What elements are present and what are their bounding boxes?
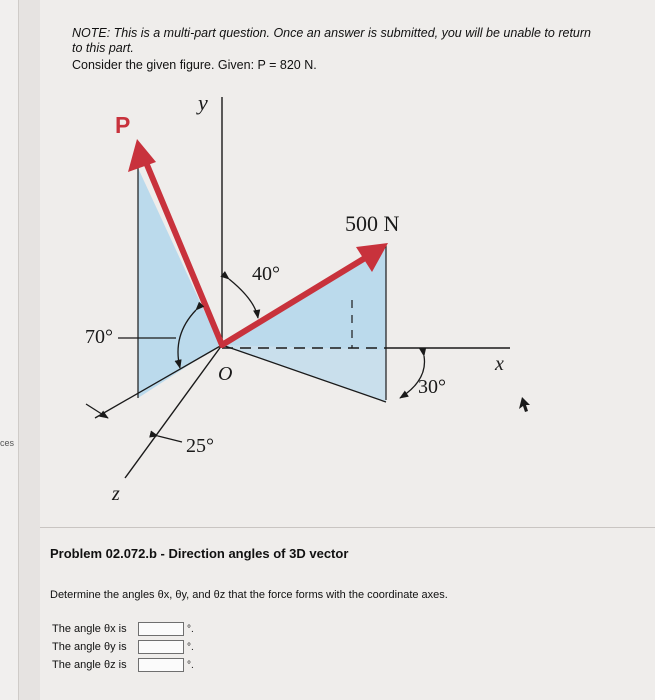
force-p-arrowhead xyxy=(128,139,156,172)
given-statement: Consider the given figure. Given: P = 820 N. xyxy=(72,58,317,72)
answer-label-theta-z: The angle θz is xyxy=(52,659,127,671)
answer-row-theta-z xyxy=(52,656,194,674)
theta-y-input[interactable] xyxy=(138,640,184,654)
label-x: x xyxy=(495,353,504,375)
label-y: y xyxy=(198,90,208,115)
answer-label-theta-y: The angle θy is xyxy=(52,641,127,653)
answer-label-theta-x: The angle θx is xyxy=(52,623,127,635)
note-line-1-full: NOTE: This is a multi-part question. Once an answer is submitted, you will be unable to return xyxy=(72,26,591,40)
section-divider xyxy=(40,527,655,528)
angle-25-arrow-top xyxy=(86,404,108,418)
answer-list xyxy=(52,620,194,674)
label-angle-30: 30° xyxy=(418,376,446,398)
label-origin: O xyxy=(218,363,233,385)
answer-unit-theta-y: °. xyxy=(187,641,194,653)
angle-25-arrow-left xyxy=(158,436,182,442)
sidebar-partial-text: ces xyxy=(0,438,15,448)
answer-row-theta-x xyxy=(52,620,194,638)
label-angle-25: 25° xyxy=(186,435,214,457)
theta-z-input[interactable] xyxy=(138,658,184,672)
label-500n: 500 N xyxy=(345,211,400,236)
label-p: P xyxy=(115,112,131,138)
theta-x-input[interactable] xyxy=(138,622,184,636)
problem-prompt: Determine the angles θx, θy, and θz that the force forms with the coordinate axes. xyxy=(50,589,448,601)
label-angle-70: 70° xyxy=(85,326,113,348)
answer-row-theta-y xyxy=(52,638,194,656)
answer-unit-theta-x: °. xyxy=(187,623,194,635)
problem-title: Problem 02.072.b - Direction angles of 3D vector xyxy=(50,546,349,561)
label-z: z xyxy=(112,483,120,505)
mouse-cursor-icon xyxy=(519,397,530,412)
answer-unit-theta-z: °. xyxy=(187,659,194,671)
note-line-2: to this part. xyxy=(72,41,134,55)
label-angle-40: 40° xyxy=(252,263,280,285)
